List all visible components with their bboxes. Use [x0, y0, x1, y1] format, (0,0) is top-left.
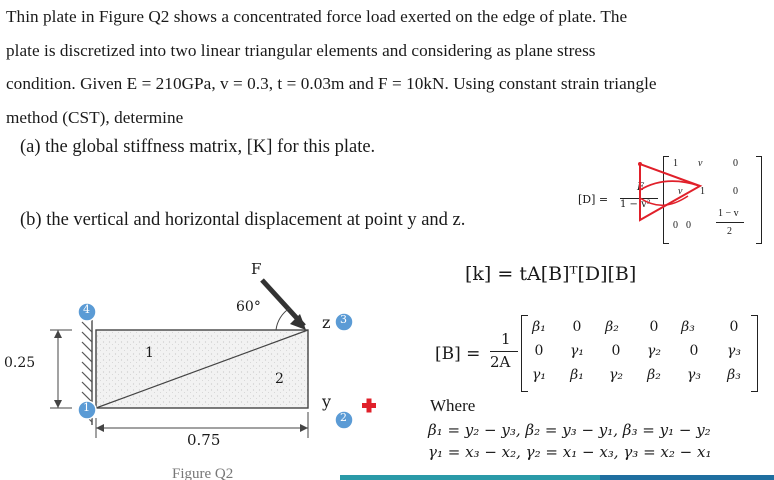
b-matrix-frac-bar: [490, 351, 518, 352]
d-r1c1: 1: [673, 158, 678, 169]
problem-line-3: condition. Given E = 210GPa, v = 0.3, t = 0.03m and F = 10kN. Using constant strain triangle: [6, 74, 657, 93]
figure-caption: Figure Q2: [172, 466, 234, 480]
node-2-label: 2: [340, 411, 347, 424]
element-1-label: 1: [145, 345, 154, 361]
b-matrix-frac-num: 1: [501, 330, 511, 348]
b-r2c5: 0: [689, 343, 699, 359]
b-r1c5: β₃: [681, 319, 695, 335]
d-r3c3-num: 1 − v: [718, 208, 739, 219]
b-r3c3: γ₂: [609, 367, 623, 383]
b-r3c1: γ₁: [532, 367, 546, 383]
where-gamma-line: γ₁ = x₃ − x₂, γ₂ = x₁ − x₃, γ₃ = x₂ − x₁: [428, 443, 712, 461]
problem-line-1: Thin plate in Figure Q2 shows a concentrated force load exerted on the edge of plate. The: [6, 7, 628, 26]
d-r3c1: 0: [673, 220, 678, 231]
b-matrix-label: [B] =: [435, 344, 481, 364]
d-matrix-factor-den: 1 − v²: [620, 199, 651, 210]
part-b: (b) the vertical and horizontal displacement at point y and z.: [20, 210, 466, 230]
b-r2c2: γ₁: [570, 343, 584, 359]
d-matrix-factor-num: E: [637, 182, 645, 193]
d-r2c1: v: [678, 186, 683, 197]
b-r3c4: β₂: [647, 367, 661, 383]
b-r3c5: γ₃: [687, 367, 701, 383]
b-matrix-frac-den: 2A: [490, 353, 511, 371]
b-r2c4: γ₂: [647, 343, 661, 359]
width-label: 0.75: [187, 431, 221, 449]
element-2-label: 2: [275, 371, 284, 387]
d-matrix-bracket-right: [756, 156, 762, 244]
b-r2c6: γ₃: [727, 343, 741, 359]
point-y-label: y: [322, 392, 332, 411]
node-3-label: 3: [340, 313, 347, 326]
d-r2c3: 0: [733, 186, 738, 197]
height-label: 0.25: [4, 355, 36, 371]
b-r1c1: β₁: [532, 319, 546, 335]
where-label: Where: [430, 396, 476, 415]
d-r3c2: 0: [686, 220, 691, 231]
d-r3c3-bar: [716, 222, 744, 223]
k-equation: [k] = tA[B]ᵀ[D][B]: [465, 263, 637, 285]
where-beta-line: β₁ = y₂ − y₃, β₂ = y₃ − y₁, β₃ = y₁ − y₂: [428, 421, 711, 439]
problem-line-4: method (CST), determine: [6, 107, 184, 127]
red-annotation-triangle: [600, 150, 720, 230]
problem-statement: [6, 0, 766, 134]
b-r1c2: 0: [572, 319, 582, 335]
d-r1c2: v: [698, 158, 703, 169]
b-matrix-bracket-right: [751, 315, 758, 392]
red-plus-icon: [362, 399, 376, 413]
d-r3c3-den: 2: [727, 226, 732, 237]
b-r1c6: 0: [729, 319, 739, 335]
node-1-label: 1: [83, 401, 90, 414]
node-4-label: 4: [83, 303, 90, 316]
point-z-label: z: [322, 313, 331, 332]
b-r1c3: β₂: [605, 319, 619, 335]
b-r1c4: 0: [649, 319, 659, 335]
b-r2c1: 0: [534, 343, 544, 359]
force-label: F: [251, 260, 262, 278]
b-r3c2: β₁: [570, 367, 584, 383]
d-r1c3: 0: [733, 158, 738, 169]
d-matrix-label: [D] =: [578, 193, 609, 206]
d-r2c2: 1: [700, 186, 705, 197]
b-r2c3: 0: [611, 343, 621, 359]
b-r3c6: β₃: [727, 367, 741, 383]
bottom-accent-bar-2: [600, 475, 774, 480]
angle-label: 60°: [236, 299, 261, 315]
part-a: (a) the global stiffness matrix, [K] for this plate.: [20, 137, 376, 157]
problem-line-2: plate is discretized into two linear triangular elements and considering as plane stress: [6, 40, 596, 60]
